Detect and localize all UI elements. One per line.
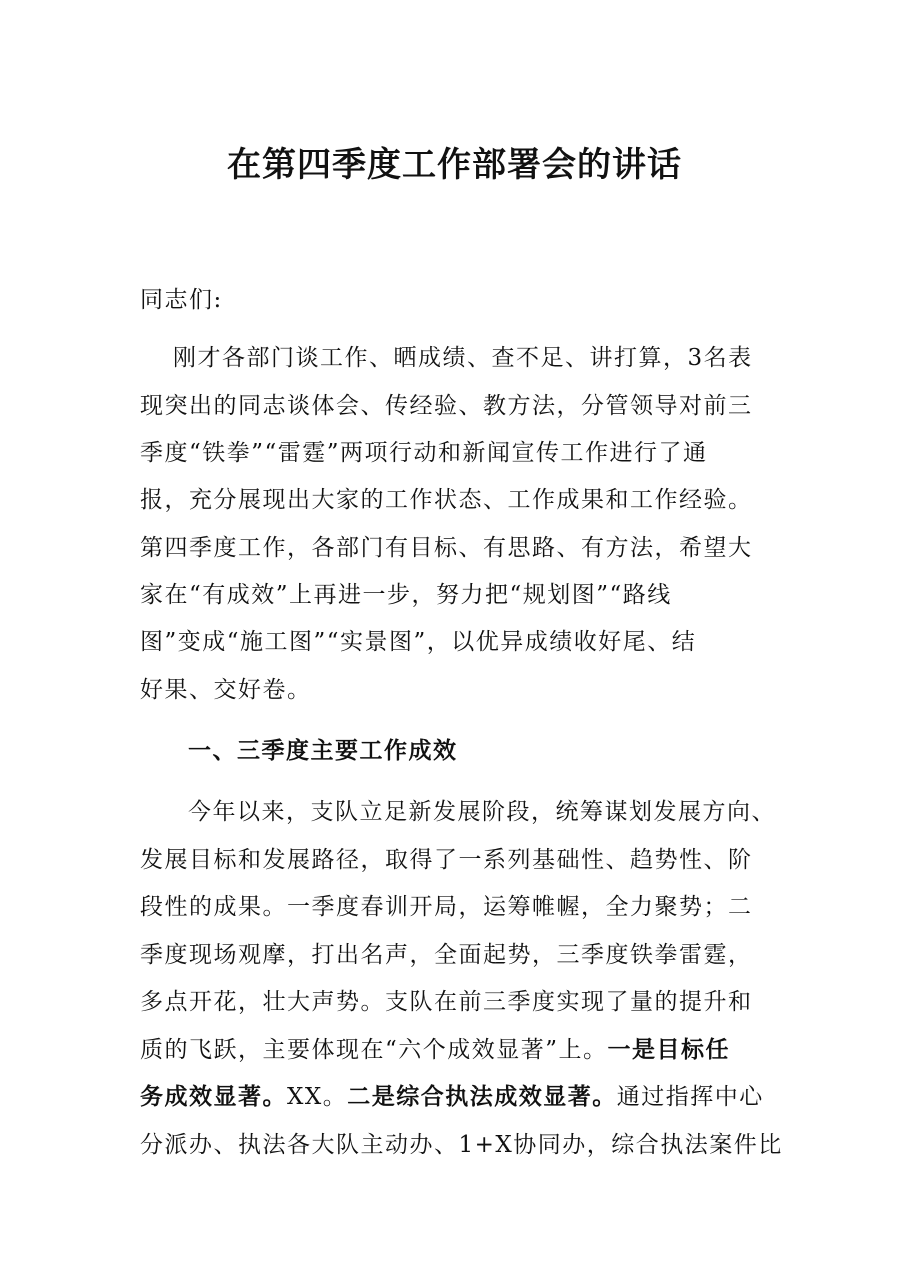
paragraph-line: 好果、交好卷。 [140,677,312,703]
paragraph-text: XX。 [287,1084,348,1110]
paragraph-line: 第四季度工作，各部门有目标、有思路、有方法，希望大 [140,535,753,561]
paragraph-text: 质的飞跃，主要体现在“六个成效显著”上。 [140,1037,608,1063]
paragraph-line: 季度“铁拳”“雷霆”两项行动和新闻宣传工作进行了通 [140,440,708,466]
paragraph-line: 报，充分展现出大家的工作状态、工作成果和工作经验。 [140,487,753,513]
paragraph-line: 段性的成果。一季度春训开局，运筹帷幄，全力聚势；二 [140,894,753,920]
paragraph-text: 通过指挥中心 [616,1084,764,1110]
bold-emphasis: 一是目标任 [607,1036,731,1063]
paragraph-line: 发展目标和发展路径，取得了一系列基础性、趋势性、阶 [140,847,753,873]
paragraph-line: 现突出的同志谈体会、传经验、教方法，分管领导对前三 [140,393,753,419]
paragraph-line [140,1035,730,1065]
paragraph-line: 家在“有成效”上再进一步，努力把“规划图”“路线 [140,582,672,608]
paragraph-line: 今年以来，支队立足新发展阶段，统筹谋划发展方向、 [188,799,776,825]
paragraph-line: 多点开花，壮大声势。支队在前三季度实现了量的提升和 [140,989,753,1015]
paragraph-line: 图”变成“施工图”“实景图”，以优异成绩收好尾、结 [140,629,697,655]
paragraph-line: 刚才各部门谈工作、晒成绩、查不足、讲打算，3名表 [173,345,753,371]
bold-emphasis: 二是综合执法成效显著。 [347,1083,617,1110]
paragraph-line: 分派办、执法各大队主动办、1+X协同办，综合执法案件比 [140,1132,783,1158]
section-heading: 一、三季度主要工作成效 [188,737,458,764]
document-title: 在第四季度工作部署会的讲话 [227,145,682,185]
salutation: 同志们: [140,287,223,313]
paragraph-line: 季度现场观摩，打出名声，全面起势，三季度铁拳雷霆， [140,942,753,968]
paragraph-line [140,1082,764,1112]
bold-emphasis: 务成效显著。 [140,1083,287,1110]
